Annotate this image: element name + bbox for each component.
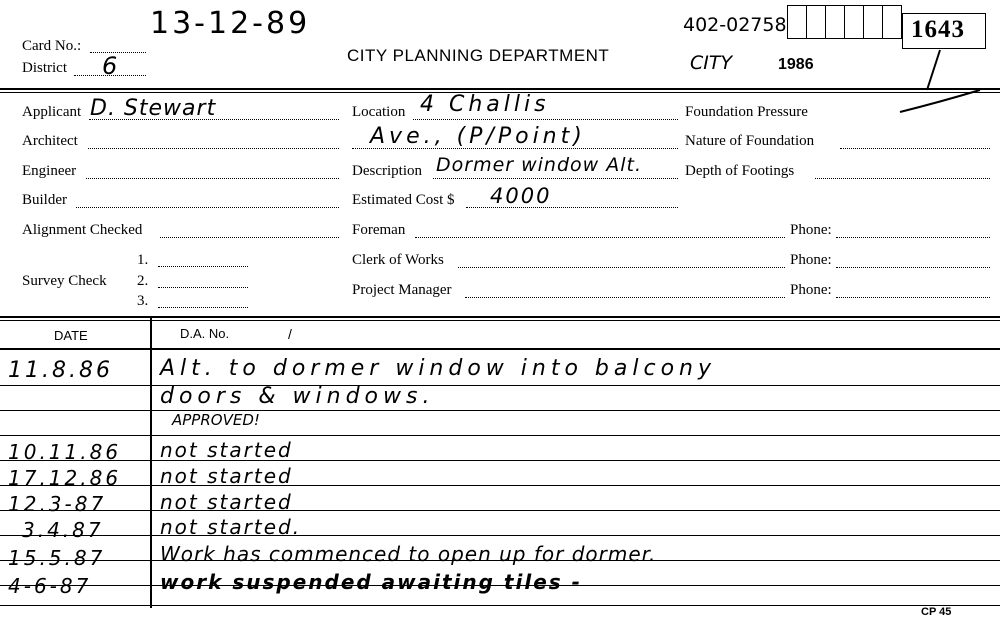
foreman-phone-line (836, 237, 990, 238)
stamp-box-3 (825, 5, 845, 39)
stamp-box-6 (882, 5, 902, 39)
department-title: CITY PLANNING DEPARTMENT (347, 46, 610, 65)
depth-footings-label: Depth of Footings (685, 163, 795, 179)
depth-footings-line (815, 178, 990, 179)
log-entry-text: Alt. to dormer window into balcony (160, 356, 716, 381)
location-line-2 (352, 148, 678, 149)
slash-marks (880, 40, 1000, 120)
builder-label: Builder (22, 192, 67, 208)
estimated-cost-value: 4000 (490, 184, 552, 208)
handwritten-date: 13-12-89 (150, 6, 311, 41)
card-no-label: Card No.: (22, 38, 82, 54)
ref-code-city: CITY (690, 52, 733, 74)
location-line (413, 119, 678, 120)
architect-label: Architect (22, 133, 78, 149)
log-entry-date: 3.4.87 (22, 518, 104, 542)
survey-line-2 (158, 287, 248, 288)
nature-foundation-line (840, 148, 990, 149)
log-row-line (0, 510, 1000, 511)
engineer-line (86, 178, 339, 179)
log-column-divider (150, 318, 152, 608)
stamp-box-4 (844, 5, 864, 39)
log-entry-text: not started (160, 490, 293, 514)
survey-line-3 (158, 307, 248, 308)
builder-line (76, 207, 339, 208)
survey-num-3: 3. (137, 293, 149, 309)
pm-phone-label: Phone: (790, 282, 832, 298)
foreman-label: Foreman (352, 222, 406, 238)
survey-num-1: 1. (137, 252, 149, 268)
applicant-value: D. Stewart (90, 96, 217, 121)
log-row-line (0, 435, 1000, 436)
log-entry-date: 12.3-87 (8, 492, 107, 516)
clerk-label: Clerk of Works (352, 252, 444, 268)
log-row-line (0, 535, 1000, 536)
log-entry-date: 15.5.87 (8, 546, 106, 570)
top-rule (0, 88, 1000, 90)
project-manager-line (465, 297, 785, 298)
stamp-box-1 (787, 5, 807, 39)
engineer-label: Engineer (22, 163, 77, 179)
log-entry-text: APPROVED! (172, 411, 260, 429)
form-code: CP 45 (921, 606, 952, 618)
district-value: 6 (102, 52, 118, 80)
nature-foundation-label: Nature of Foundation (685, 133, 815, 149)
log-entry-text: not started (160, 438, 293, 462)
ref-code: 402-02758 (683, 14, 787, 36)
log-entry-text: Work has commenced to open up for dormer. (160, 542, 657, 566)
alignment-line (160, 237, 339, 238)
log-entry-date: 17.12.86 (8, 466, 122, 490)
applicant-label: Applicant (22, 104, 82, 120)
survey-check-label: Survey Check (22, 273, 107, 289)
log-entry-text: not started. (160, 515, 302, 539)
foreman-phone-label: Phone: (790, 222, 832, 238)
survey-line-1 (158, 266, 248, 267)
log-entry-date: 4-6-87 (8, 574, 92, 598)
survey-num-2: 2. (137, 273, 149, 289)
project-manager-label: Project Manager (352, 282, 452, 298)
log-row-line (0, 385, 1000, 386)
location-value-2: Ave., (P/Point) (370, 124, 586, 149)
description-line (433, 178, 678, 179)
year: 1986 (778, 56, 814, 73)
district-label: District (22, 60, 67, 76)
description-value: Dormer window Alt. (436, 154, 643, 176)
log-entry-text: not started (160, 464, 293, 488)
log-entry-text: work suspended awaiting tiles - (160, 570, 582, 594)
date-column-header: DATE (54, 328, 88, 343)
stamp-box-5 (863, 5, 883, 39)
da-column-header: D.A. No. (180, 326, 230, 341)
pm-phone-line (836, 297, 990, 298)
alignment-label: Alignment Checked (22, 222, 143, 238)
stamp-box-2 (806, 5, 826, 39)
location-label: Location (352, 104, 406, 120)
clerk-line (458, 267, 785, 268)
da-slash: / (288, 326, 292, 342)
estimated-cost-label: Estimated Cost $ (352, 192, 455, 208)
description-label: Description (352, 163, 422, 179)
log-row-line (0, 485, 1000, 486)
log-row-line (0, 460, 1000, 461)
log-row-line (0, 605, 1000, 606)
foreman-line (415, 237, 785, 238)
foundation-pressure-label: Foundation Pressure (685, 104, 808, 120)
log-entry-date: 10.11.86 (8, 440, 122, 464)
log-entry-text: doors & windows. (160, 384, 435, 409)
clerk-phone-label: Phone: (790, 252, 832, 268)
architect-line (88, 148, 339, 149)
log-row-line (0, 410, 1000, 411)
clerk-phone-line (836, 267, 990, 268)
location-value-1: 4 Challis (420, 92, 550, 117)
card-no-line (90, 52, 146, 53)
log-entry-date: 11.8.86 (8, 358, 113, 383)
card-number: 1643 (911, 16, 965, 43)
